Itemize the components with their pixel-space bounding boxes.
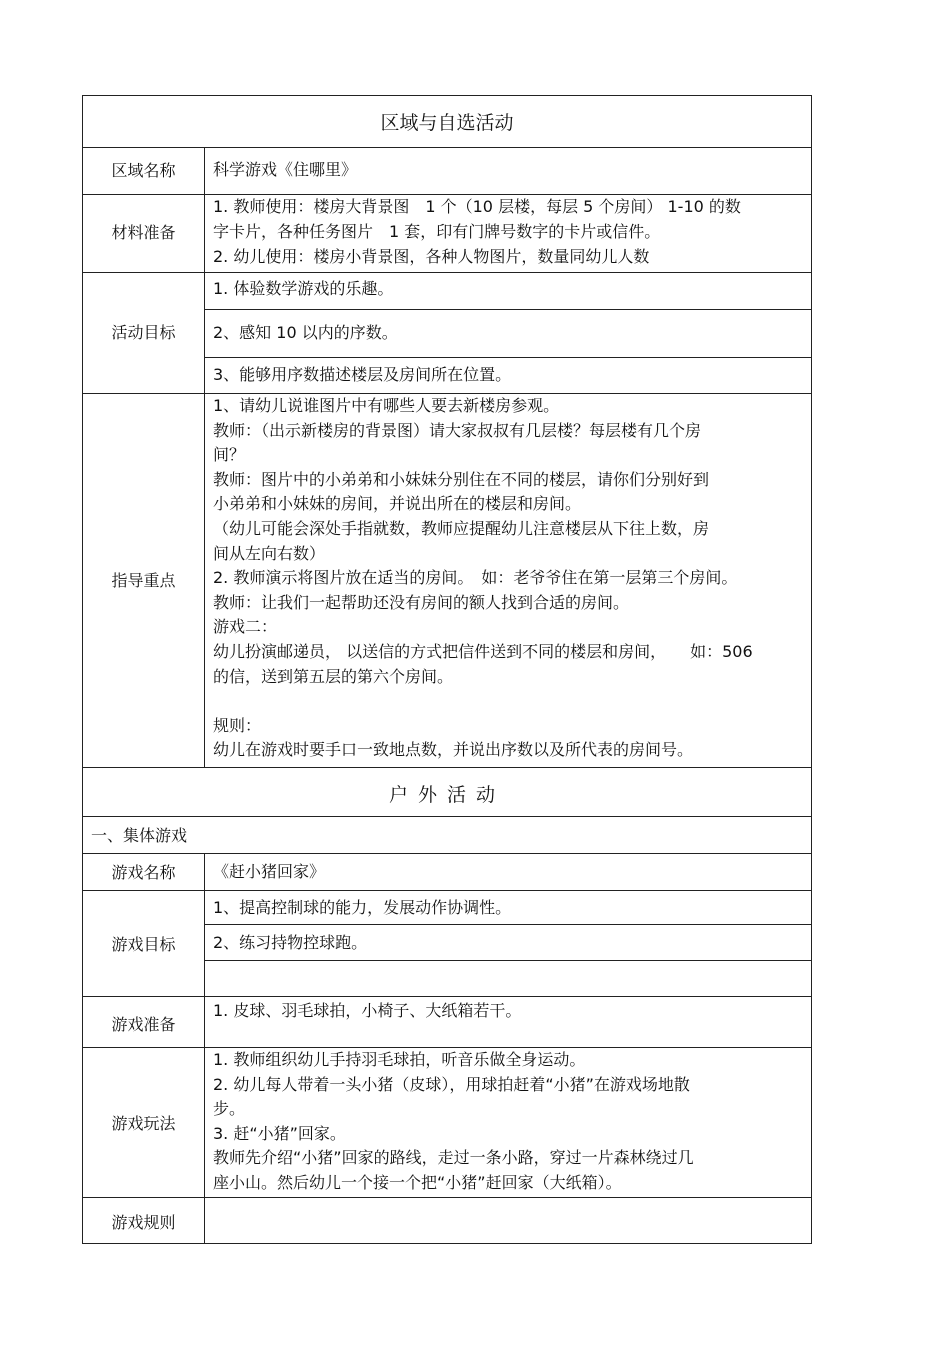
guide-line: （幼儿可能会深处手指就数，教师应提醒幼儿注意楼层从下往上数，房 [213, 519, 710, 538]
goal-item: 1. 体验数学游戏的乐趣。 [213, 279, 394, 298]
activity-plan-table [82, 95, 812, 1244]
guide-line: 间？ [213, 445, 246, 465]
guide-line: 游戏二： [213, 617, 278, 637]
outdoor-section-title: 一、集体游戏 [91, 826, 188, 845]
row-divider [83, 853, 811, 854]
play-label: 游戏玩法 [111, 1114, 176, 1133]
row-divider [83, 272, 811, 273]
game-name-value: 《赶小猪回家》 [213, 862, 326, 881]
guide-line: 间从左向右数） [213, 543, 326, 563]
outdoor-header: 户外活动 [388, 784, 505, 806]
column-divider [204, 147, 205, 767]
guide-line: 1、请幼儿说谁图片中有哪些人要去新楼房参观。 [213, 396, 560, 415]
play-line: 步。 [213, 1099, 246, 1119]
row-divider [83, 1197, 811, 1198]
row-divider [204, 357, 811, 358]
guide-line: 小弟弟和小妹妹的房间，并说出所在的楼层和房间。 [213, 494, 582, 514]
game-goal-item: 1、提高控制球的能力，发展动作协调性。 [213, 898, 512, 917]
zone-name-label: 区域名称 [111, 161, 176, 180]
guide-line: 2. 教师演示将图片放在适当的房间。 如：老爷爷住在第一层第三个房间。 [213, 568, 738, 588]
row-divider [204, 309, 811, 310]
play-line: 1. 教师组织幼儿手持羽毛球拍，听音乐做全身运动。 [213, 1050, 586, 1069]
row-divider [83, 767, 811, 768]
row-divider [83, 816, 811, 817]
goals-label: 活动目标 [111, 323, 176, 342]
play-line: 2. 幼儿每人带着一头小猪（皮球），用球拍赶着“小猪”在游戏场地散 [213, 1074, 690, 1094]
guide-label: 指导重点 [111, 571, 176, 590]
row-divider [83, 890, 811, 891]
game-goal-label: 游戏目标 [111, 935, 176, 954]
materials-line: 2. 幼儿使用：楼房小背景图，各种人物图片，数量同幼儿人数 [213, 247, 650, 266]
goal-item: 3、能够用序数描述楼层及房间所在位置。 [213, 365, 512, 384]
play-line: 教师先介绍“小猪”回家的路线，走过一条小路，穿过一片森林绕过几 [213, 1148, 694, 1168]
guide-line: 教师：让我们一起帮助还没有房间的额人找到合适的房间。 [213, 592, 630, 612]
row-divider [204, 960, 811, 961]
guide-line: 幼儿扮演邮递员， 以送信的方式把信件送到不同的楼层和房间， 如：506 [213, 642, 753, 661]
guide-line: 幼儿在游戏时要手口一致地点数，并说出序数以及所代表的房间号。 [213, 740, 694, 760]
game-goal-item: 2、练习持物控球跑。 [213, 933, 368, 952]
goal-item: 2、感知 10 以内的序数。 [213, 323, 398, 342]
zone-name-value: 科学游戏《住哪里》 [213, 160, 358, 179]
column-divider [204, 853, 205, 1243]
guide-line: 教师：（出示新楼房的背景图）请大家叔叔有几层楼？每层楼有几个房 [213, 420, 702, 440]
row-divider [83, 147, 811, 148]
guide-line: 规则： [213, 715, 262, 735]
row-divider [83, 996, 811, 997]
materials-line: 字卡片，各种任务图片 1 套，印有门牌号数字的卡片或信件。 [213, 222, 661, 241]
rules-label: 游戏规则 [111, 1213, 176, 1232]
materials-label: 材料准备 [111, 223, 176, 242]
guide-line: 的信，送到第五层的第六个房间。 [213, 666, 454, 686]
guide-line: 教师：图片中的小弟弟和小妹妹分别住在不同的楼层，请你们分别好到 [213, 469, 710, 489]
materials-line: 1. 教师使用：楼房大背景图 1 个（10 层楼，每层 5 个房间） 1-10 的数 [213, 197, 741, 216]
play-line: 座小山。然后幼儿一个接一个把“小猪”赶回家（大纸箱）。 [213, 1173, 622, 1192]
prep-label: 游戏准备 [111, 1015, 176, 1034]
game-name-label: 游戏名称 [111, 863, 176, 882]
row-divider [204, 924, 811, 925]
play-line: 3. 赶“小猪”回家。 [213, 1123, 346, 1143]
prep-value: 1. 皮球、羽毛球拍，小椅子、大纸箱若干。 [213, 1001, 522, 1020]
zone-header: 区域与自选活动 [380, 112, 514, 134]
